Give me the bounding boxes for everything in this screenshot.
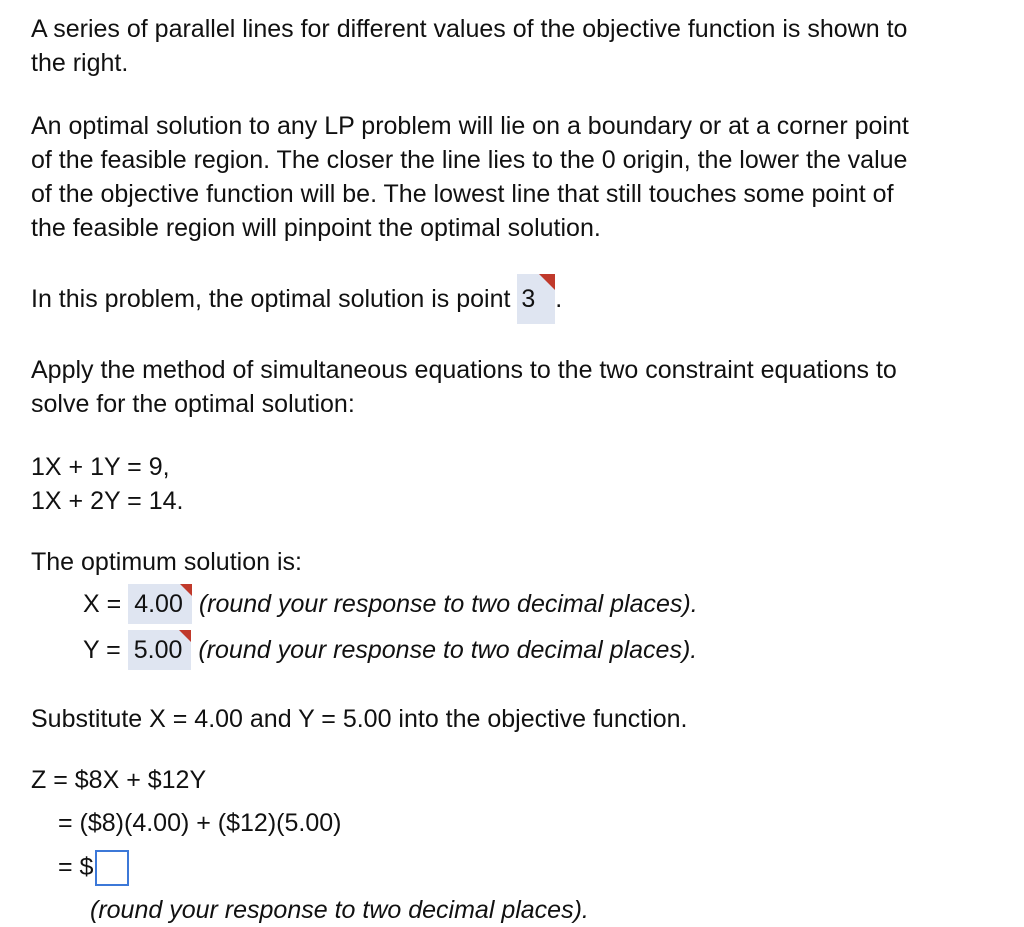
correct-marker-icon — [539, 274, 555, 290]
intro-line-1: A series of parallel lines for different values of the objective function is shown to — [31, 15, 908, 43]
intro-line-2: the right. — [31, 49, 129, 77]
objective-line-1: Z = $8X + $12Y — [31, 766, 207, 794]
y-answer[interactable] — [128, 630, 192, 670]
x-value: 4.00 — [134, 590, 183, 618]
method-paragraph — [31, 353, 1011, 421]
optimal-point-value: 3 — [521, 285, 536, 313]
correct-marker-icon — [180, 584, 192, 596]
optimal-line-3: of the objective function will be. The lowest line that still touches some point of — [31, 180, 894, 208]
optimal-point-suffix: . — [555, 285, 563, 313]
equation-2: 1X + 2Y = 14. — [31, 487, 184, 515]
z-round-note: (round your response to two decimal places). — [90, 896, 589, 924]
objective-line-3-prefix: = $ — [58, 853, 94, 881]
y-solution-row — [83, 630, 697, 670]
x-solution-row — [83, 584, 698, 624]
optimal-line-4: the feasible region will pinpoint the optimal solution. — [31, 214, 601, 242]
z-value-input[interactable] — [95, 850, 129, 886]
equation-1: 1X + 1Y = 9, — [31, 453, 170, 481]
substitute-text: Substitute X = 4.00 and Y = 5.00 into the objective function. — [31, 705, 688, 733]
method-line-1: Apply the method of simultaneous equations to the two constraint equations to — [31, 356, 897, 384]
equations-block — [31, 450, 1011, 518]
optimal-line-2: of the feasible region. The closer the line lies to the 0 origin, the lower the value — [31, 146, 908, 174]
optimal-point-prefix: In this problem, the optimal solution is point — [31, 285, 511, 313]
objective-line-3 — [58, 849, 129, 886]
objective-line-2: = ($8)(4.00) + ($12)(5.00) — [58, 809, 342, 837]
y-round-note: (round your response to two decimal places). — [198, 636, 698, 664]
y-label: Y = — [83, 636, 121, 664]
x-label: X = — [83, 590, 122, 618]
solution-heading: The optimum solution is: — [31, 548, 302, 576]
method-line-2: solve for the optimal solution: — [31, 390, 355, 418]
y-value: 5.00 — [133, 636, 183, 664]
x-answer[interactable] — [128, 584, 192, 624]
optimal-point-row — [31, 274, 562, 324]
optimal-line-1: An optimal solution to any LP problem will lie on a boundary or at a corner point — [31, 112, 909, 140]
intro-paragraph — [31, 12, 1011, 80]
optimal-paragraph — [31, 109, 1011, 245]
x-round-note: (round your response to two decimal places). — [198, 590, 698, 618]
optimal-point-answer[interactable] — [517, 274, 555, 324]
correct-marker-icon — [179, 630, 191, 642]
